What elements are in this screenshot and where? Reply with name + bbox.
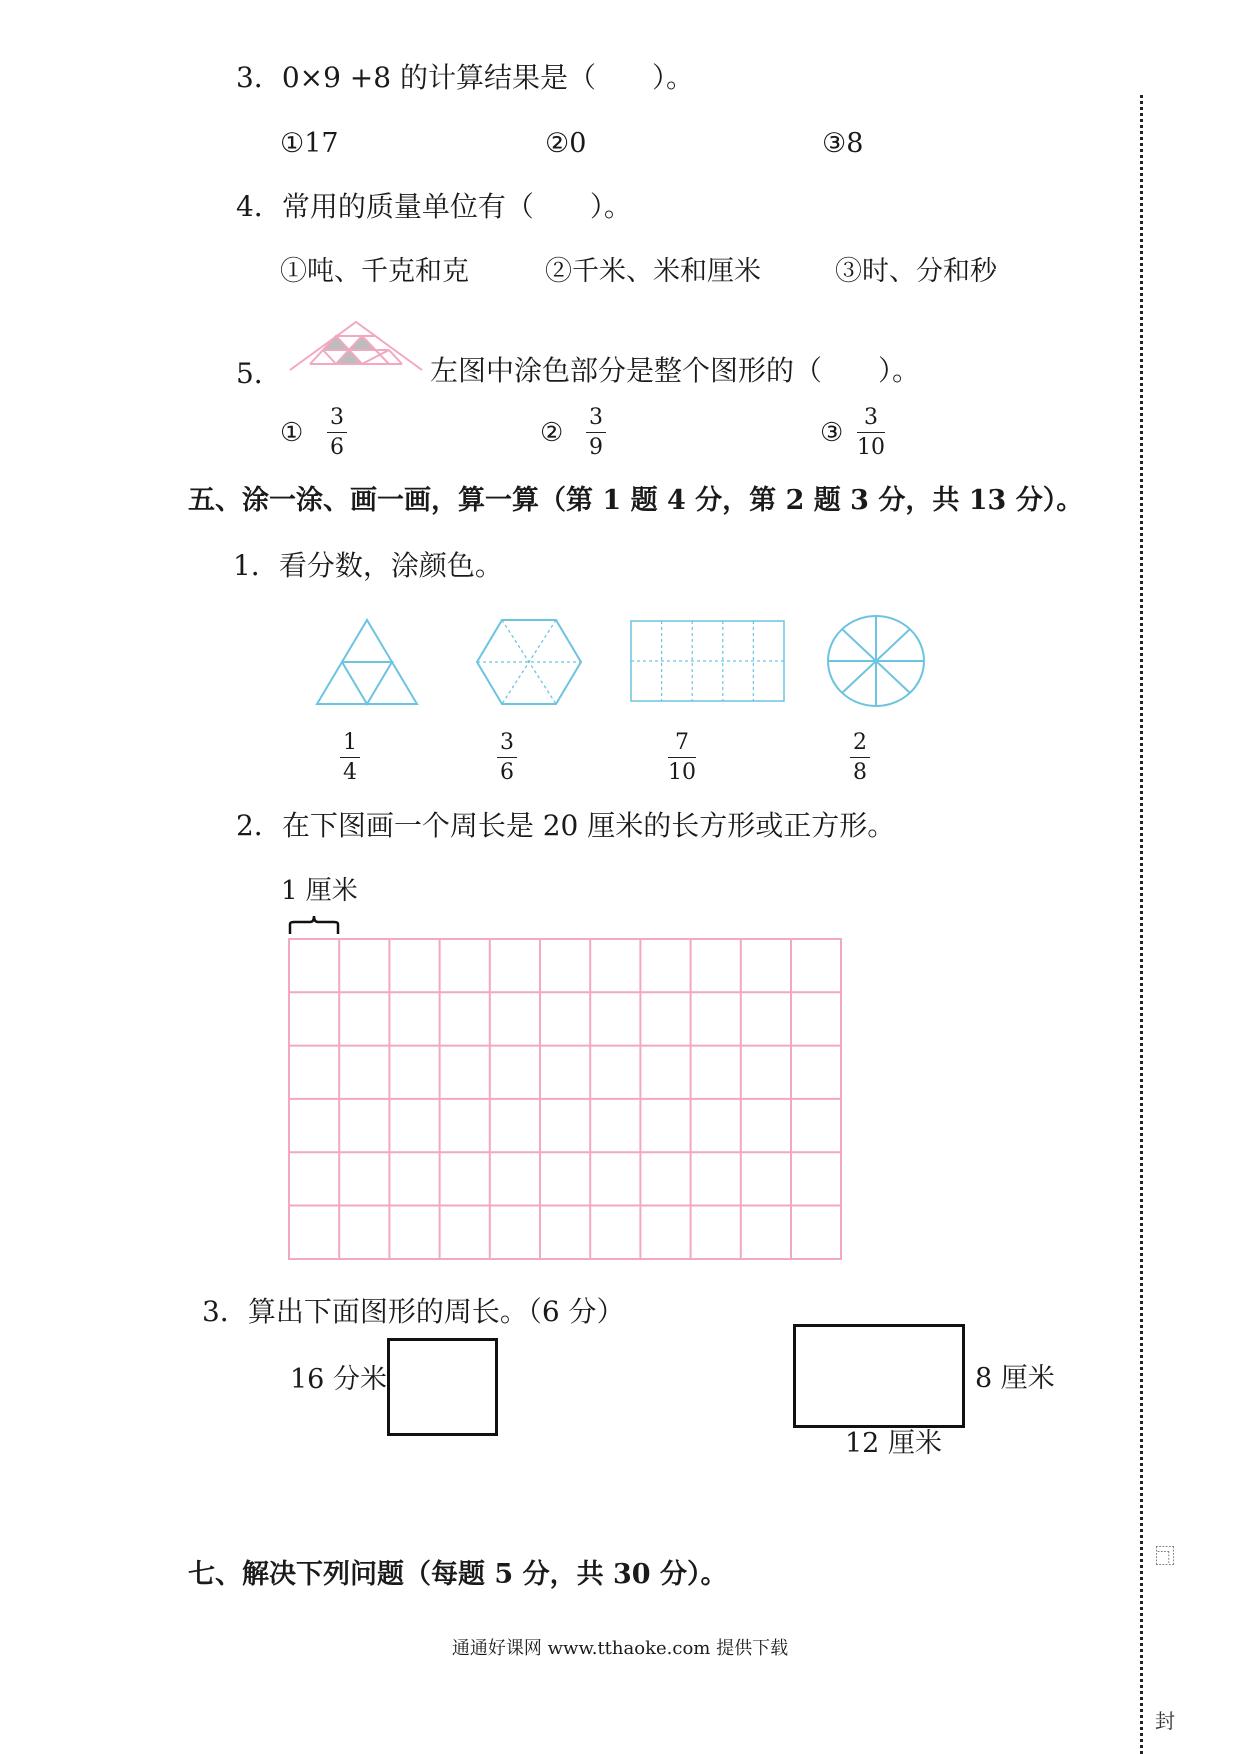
side-char-1: ⿹ [1155, 1544, 1175, 1568]
section-7-title: 七、解决下列问题（每题 5 分，共 30 分）。 [188, 1559, 728, 1590]
s5-q3-text: 3．算出下面图形的周长。（6 分） [202, 1295, 625, 1328]
q3-option-3: ③8 [822, 128, 864, 159]
q5-option-1-fraction: 3 6 [327, 407, 347, 459]
q5-option-3-mark: ③ [820, 418, 844, 448]
q4-option-2: ②千米、米和厘米 [545, 256, 761, 287]
circle-figure [826, 614, 926, 708]
q4-option-3: ③时、分和秒 [835, 256, 997, 287]
s5-fraction-4: 2 8 [850, 732, 870, 784]
s5-q2-text: 2．在下图画一个周长是 20 厘米的长方形或正方形。 [236, 809, 896, 842]
question-5-number: 5． [236, 357, 282, 390]
rectangle-figure [630, 620, 785, 702]
side-char-2: 封 [1155, 1709, 1175, 1733]
q4-option-1: ①吨、千克和克 [280, 256, 469, 287]
s5-fraction-1: 1 4 [340, 732, 360, 784]
q5-shaded-figure [290, 322, 422, 378]
binding-dotted-line [1140, 95, 1143, 1754]
q5-option-2-mark: ② [540, 418, 564, 448]
q5-option-1-mark: ① [280, 418, 304, 448]
s5-fraction-3: 7 10 [668, 730, 696, 785]
question-4-text: 4．常用的质量单位有（ ）。 [236, 190, 632, 223]
question-5-text: 左图中涂色部分是整个图形的（ ）。 [430, 354, 921, 387]
s5-fraction-2: 3 6 [497, 732, 517, 784]
square-figure [387, 1338, 498, 1436]
triangle-figure [315, 618, 419, 706]
s5-q1-text: 1．看分数，涂颜色。 [233, 549, 503, 582]
q3-option-2: ②0 [545, 128, 587, 159]
rectangle-figure-perimeter [793, 1324, 965, 1428]
unit-label: 1 厘米 [281, 876, 358, 906]
q5-option-3-fraction: 3 10 [857, 405, 885, 460]
section-5-title: 五、涂一涂、画一画，算一算（第 1 题 4 分，第 2 题 3 分，共 13 分）。 [188, 485, 1084, 516]
hexagon-figure [475, 618, 583, 706]
rect-width-label: 12 厘米 [845, 1428, 942, 1459]
footer-text: 通通好课网 www.tthaoke.com 提供下载 [451, 1638, 789, 1659]
question-3-text: 3．0×9 +8 的计算结果是（ ）。 [236, 61, 694, 94]
q3-option-1: ①17 [280, 128, 339, 159]
drawing-grid[interactable] [288, 938, 842, 1260]
q5-option-2-fraction: 3 9 [586, 407, 606, 459]
rect-height-label: 8 厘米 [975, 1363, 1055, 1394]
square-side-label: 16 分米 [290, 1364, 387, 1395]
unit-brace [288, 914, 340, 936]
